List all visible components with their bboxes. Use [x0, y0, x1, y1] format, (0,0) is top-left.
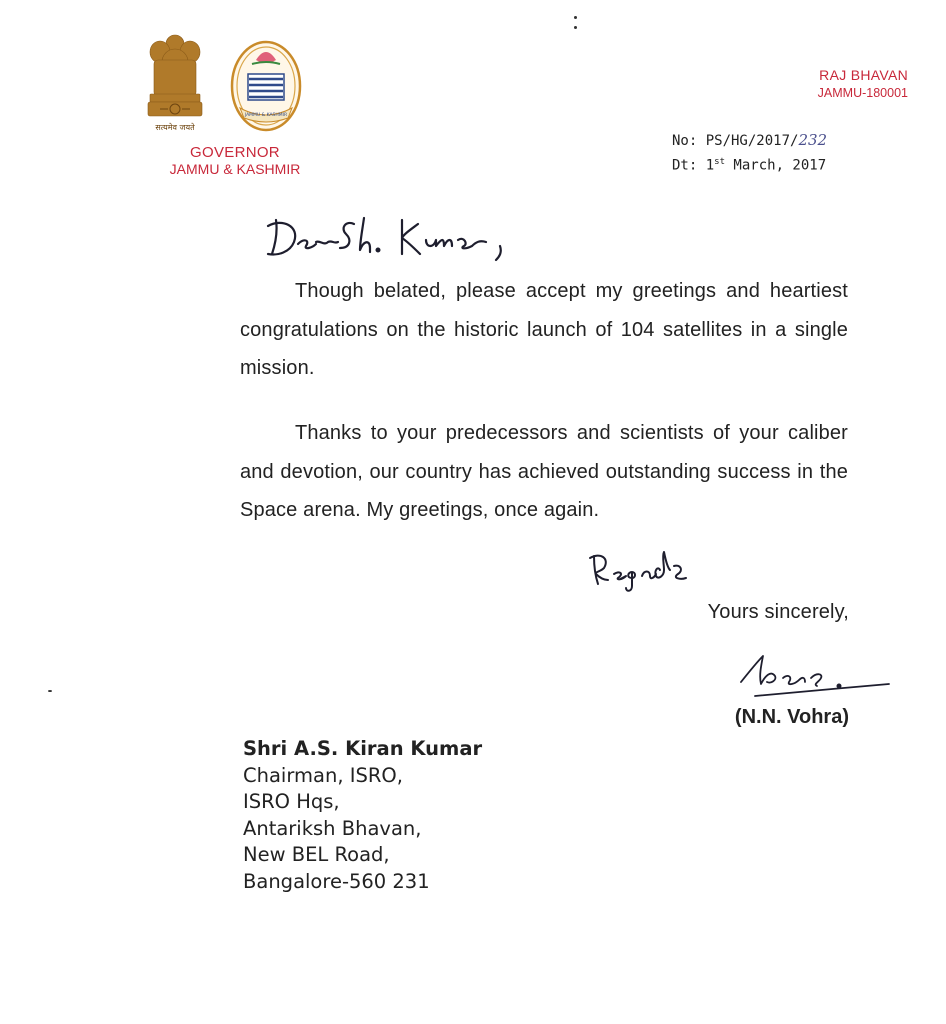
address-line: New BEL Road, [243, 843, 390, 867]
svg-text:सत्यमेव जयते: सत्यमेव जयते [155, 123, 195, 132]
office-line-2: JAMMU & KASHMIR [169, 161, 301, 177]
body-paragraph-1: Though belated, please accept my greetings and heartiest congratulations on the historic launch of 104 satellites in a single mission. [240, 280, 848, 379]
letterhead-address [818, 66, 908, 102]
paper-speck [574, 26, 577, 29]
addressee-name: Shri A.S. Kiran Kumar [243, 737, 483, 760]
reference-number: No: PS/HG/2017/232 [672, 131, 828, 149]
national-emblem-icon [140, 32, 210, 136]
address-line: Chairman, ISRO, [243, 763, 403, 787]
state-seal-icon [228, 30, 304, 134]
place-line-1: RAJ BHAVAN [819, 67, 908, 83]
addressee-block [243, 736, 482, 896]
paper-speck [48, 690, 52, 692]
address-line: ISRO Hqs, [243, 790, 340, 814]
handwritten-salutation [262, 210, 522, 266]
address-line: Bangalore-560 231 [243, 869, 430, 893]
svg-text:JAMMU & KASHMIR: JAMMU & KASHMIR [244, 113, 288, 118]
place-line-2: JAMMU-180001 [817, 86, 908, 100]
handwritten-regards [586, 544, 692, 600]
letterhead-office [150, 144, 320, 178]
paper-speck [574, 16, 577, 19]
closing-line: Yours sincerely, [707, 601, 849, 623]
address-line: Antariksh Bhavan, [243, 816, 422, 840]
signature [735, 648, 891, 704]
body-paragraph-2: Thanks to your predecessors and scientists of your caliber and devotion, our country has achieved outstanding success in the Space arena. My greetings, once again. [240, 422, 848, 521]
signer-name: (N.N. Vohra) [734, 706, 849, 728]
reference-block [672, 130, 827, 177]
office-line-1: GOVERNOR [190, 144, 280, 161]
handwritten-number: 232 [798, 131, 828, 149]
letter-date: Dt: 1st March, 2017 [672, 157, 827, 174]
